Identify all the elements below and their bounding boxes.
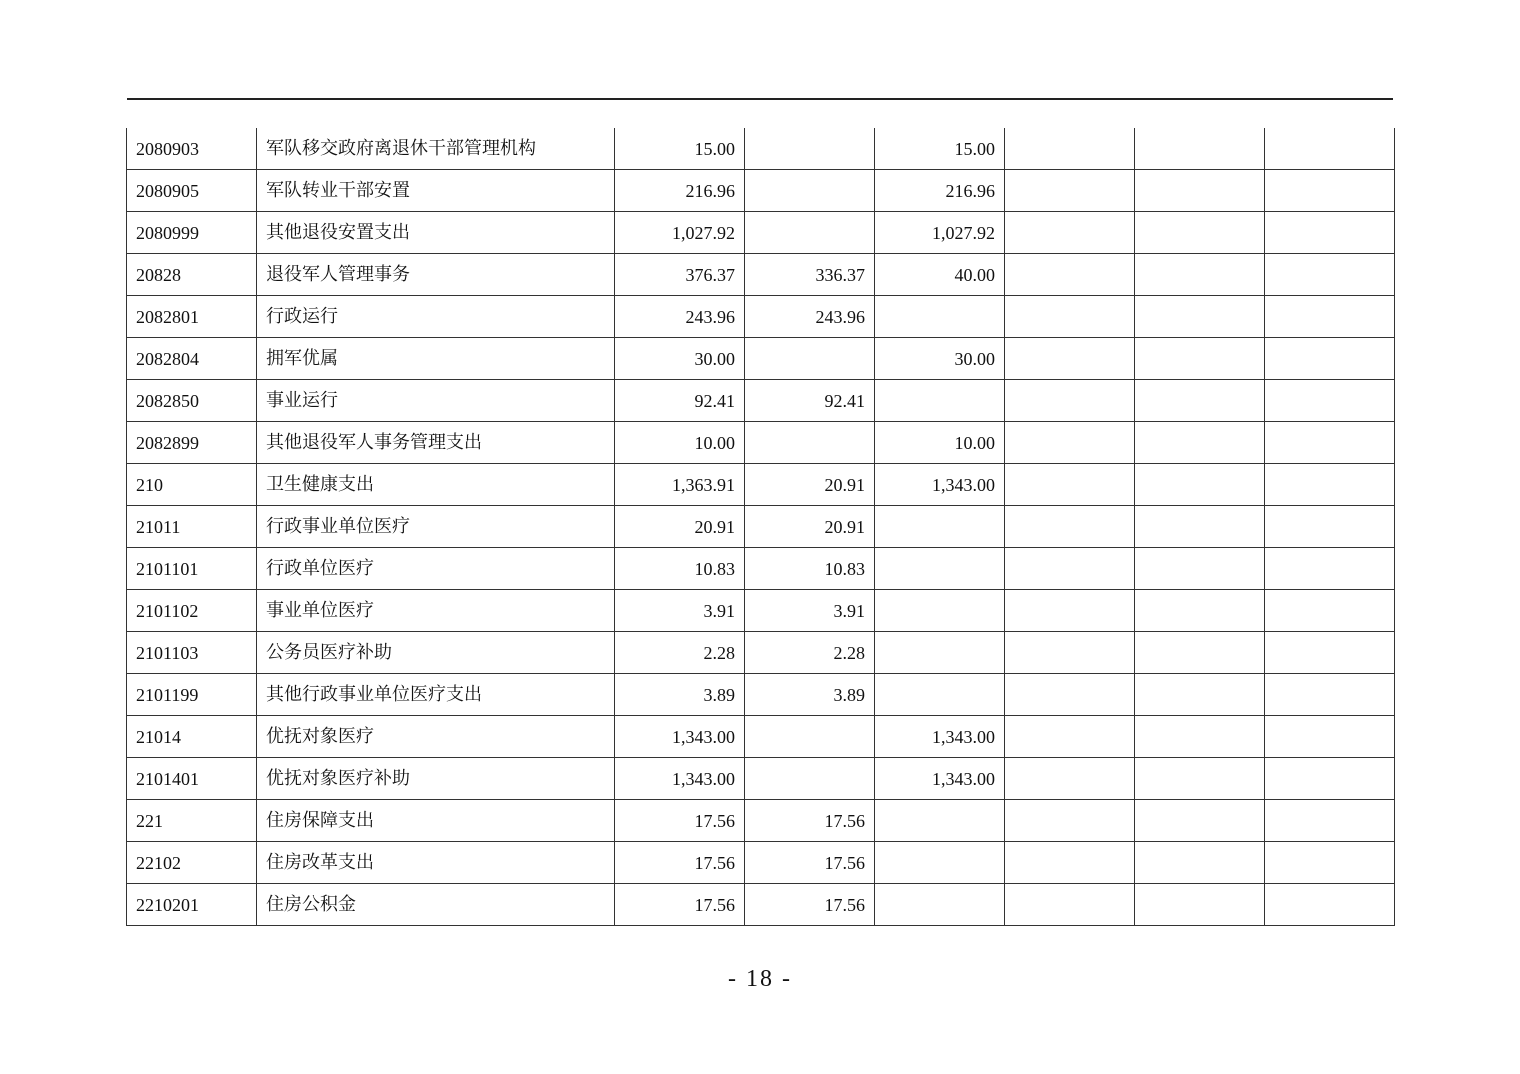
amount-cell-4 <box>1005 590 1135 632</box>
total-amount-cell: 1,343.00 <box>615 758 745 800</box>
amount-cell-4 <box>1005 254 1135 296</box>
amount-cell-4 <box>1005 548 1135 590</box>
budget-table <box>126 128 1395 926</box>
function-name-cell: 其他行政事业单位医疗支出 <box>257 674 615 716</box>
amount-cell-4 <box>1005 380 1135 422</box>
total-amount-cell: 17.56 <box>615 842 745 884</box>
basic-expenditure-cell <box>745 128 875 170</box>
table-row <box>127 212 1395 254</box>
basic-expenditure-cell: 2.28 <box>745 632 875 674</box>
function-code-cell: 2082801 <box>127 296 257 338</box>
table-row <box>127 170 1395 212</box>
amount-cell-4 <box>1005 212 1135 254</box>
amount-cell-5 <box>1135 632 1265 674</box>
function-code-cell: 21014 <box>127 716 257 758</box>
function-code-cell: 221 <box>127 800 257 842</box>
table-row <box>127 674 1395 716</box>
project-expenditure-cell <box>875 548 1005 590</box>
basic-expenditure-cell: 20.91 <box>745 506 875 548</box>
amount-cell-4 <box>1005 464 1135 506</box>
function-code-cell: 2101103 <box>127 632 257 674</box>
amount-cell-5 <box>1135 590 1265 632</box>
amount-cell-6 <box>1265 380 1395 422</box>
amount-cell-6 <box>1265 254 1395 296</box>
table-row <box>127 758 1395 800</box>
table-row <box>127 632 1395 674</box>
page-number: - 18 - <box>728 966 792 992</box>
total-amount-cell: 3.89 <box>615 674 745 716</box>
amount-cell-5 <box>1135 506 1265 548</box>
total-amount-cell: 10.83 <box>615 548 745 590</box>
amount-cell-5 <box>1135 674 1265 716</box>
total-amount-cell: 15.00 <box>615 128 745 170</box>
function-name-cell: 拥军优属 <box>257 338 615 380</box>
amount-cell-5 <box>1135 380 1265 422</box>
function-name-cell: 其他退役安置支出 <box>257 212 615 254</box>
table-row <box>127 884 1395 926</box>
total-amount-cell: 1,343.00 <box>615 716 745 758</box>
function-name-cell: 住房改革支出 <box>257 842 615 884</box>
project-expenditure-cell <box>875 590 1005 632</box>
function-code-cell: 2101102 <box>127 590 257 632</box>
table-row <box>127 128 1395 170</box>
table-row <box>127 254 1395 296</box>
function-name-cell: 优抚对象医疗 <box>257 716 615 758</box>
table-row <box>127 380 1395 422</box>
amount-cell-5 <box>1135 254 1265 296</box>
amount-cell-5 <box>1135 212 1265 254</box>
basic-expenditure-cell <box>745 338 875 380</box>
amount-cell-4 <box>1005 296 1135 338</box>
function-name-cell: 事业单位医疗 <box>257 590 615 632</box>
basic-expenditure-cell <box>745 716 875 758</box>
total-amount-cell: 30.00 <box>615 338 745 380</box>
function-name-cell: 其他退役军人事务管理支出 <box>257 422 615 464</box>
function-name-cell: 优抚对象医疗补助 <box>257 758 615 800</box>
function-code-cell: 2080999 <box>127 212 257 254</box>
amount-cell-6 <box>1265 716 1395 758</box>
total-amount-cell: 17.56 <box>615 884 745 926</box>
function-name-cell: 住房公积金 <box>257 884 615 926</box>
table-row <box>127 464 1395 506</box>
total-amount-cell: 10.00 <box>615 422 745 464</box>
amount-cell-5 <box>1135 758 1265 800</box>
table-body <box>127 128 1395 926</box>
amount-cell-4 <box>1005 506 1135 548</box>
amount-cell-6 <box>1265 884 1395 926</box>
amount-cell-4 <box>1005 338 1135 380</box>
project-expenditure-cell <box>875 884 1005 926</box>
total-amount-cell: 216.96 <box>615 170 745 212</box>
total-amount-cell: 1,027.92 <box>615 212 745 254</box>
project-expenditure-cell <box>875 506 1005 548</box>
project-expenditure-cell: 40.00 <box>875 254 1005 296</box>
total-amount-cell: 2.28 <box>615 632 745 674</box>
total-amount-cell: 3.91 <box>615 590 745 632</box>
function-name-cell: 行政事业单位医疗 <box>257 506 615 548</box>
function-code-cell: 210 <box>127 464 257 506</box>
function-code-cell: 21011 <box>127 506 257 548</box>
project-expenditure-cell: 15.00 <box>875 128 1005 170</box>
total-amount-cell: 92.41 <box>615 380 745 422</box>
amount-cell-6 <box>1265 842 1395 884</box>
amount-cell-4 <box>1005 716 1135 758</box>
amount-cell-6 <box>1265 296 1395 338</box>
amount-cell-5 <box>1135 716 1265 758</box>
function-code-cell: 2101199 <box>127 674 257 716</box>
amount-cell-6 <box>1265 758 1395 800</box>
function-code-cell: 20828 <box>127 254 257 296</box>
table-row <box>127 842 1395 884</box>
amount-cell-4 <box>1005 422 1135 464</box>
basic-expenditure-cell: 3.91 <box>745 590 875 632</box>
basic-expenditure-cell: 92.41 <box>745 380 875 422</box>
amount-cell-5 <box>1135 128 1265 170</box>
amount-cell-5 <box>1135 422 1265 464</box>
function-code-cell: 2101101 <box>127 548 257 590</box>
table-row <box>127 422 1395 464</box>
table-row <box>127 296 1395 338</box>
function-name-cell: 退役军人管理事务 <box>257 254 615 296</box>
amount-cell-4 <box>1005 842 1135 884</box>
amount-cell-5 <box>1135 338 1265 380</box>
project-expenditure-cell: 1,027.92 <box>875 212 1005 254</box>
function-name-cell: 行政运行 <box>257 296 615 338</box>
amount-cell-6 <box>1265 422 1395 464</box>
table-row <box>127 506 1395 548</box>
amount-cell-6 <box>1265 548 1395 590</box>
amount-cell-4 <box>1005 758 1135 800</box>
amount-cell-4 <box>1005 170 1135 212</box>
amount-cell-4 <box>1005 800 1135 842</box>
amount-cell-5 <box>1135 800 1265 842</box>
amount-cell-4 <box>1005 128 1135 170</box>
header-rule <box>127 98 1393 100</box>
function-name-cell: 住房保障支出 <box>257 800 615 842</box>
total-amount-cell: 17.56 <box>615 800 745 842</box>
project-expenditure-cell <box>875 296 1005 338</box>
function-name-cell: 行政单位医疗 <box>257 548 615 590</box>
table-row <box>127 716 1395 758</box>
basic-expenditure-cell: 10.83 <box>745 548 875 590</box>
function-name-cell: 公务员医疗补助 <box>257 632 615 674</box>
project-expenditure-cell: 216.96 <box>875 170 1005 212</box>
basic-expenditure-cell <box>745 170 875 212</box>
function-code-cell: 22102 <box>127 842 257 884</box>
total-amount-cell: 1,363.91 <box>615 464 745 506</box>
amount-cell-6 <box>1265 464 1395 506</box>
basic-expenditure-cell: 17.56 <box>745 842 875 884</box>
project-expenditure-cell <box>875 380 1005 422</box>
table-row <box>127 590 1395 632</box>
project-expenditure-cell <box>875 674 1005 716</box>
basic-expenditure-cell: 20.91 <box>745 464 875 506</box>
project-expenditure-cell <box>875 632 1005 674</box>
project-expenditure-cell: 1,343.00 <box>875 464 1005 506</box>
total-amount-cell: 243.96 <box>615 296 745 338</box>
function-name-cell: 事业运行 <box>257 380 615 422</box>
amount-cell-6 <box>1265 800 1395 842</box>
amount-cell-5 <box>1135 170 1265 212</box>
function-code-cell: 2080905 <box>127 170 257 212</box>
function-name-cell: 军队转业干部安置 <box>257 170 615 212</box>
project-expenditure-cell <box>875 842 1005 884</box>
project-expenditure-cell: 10.00 <box>875 422 1005 464</box>
total-amount-cell: 376.37 <box>615 254 745 296</box>
project-expenditure-cell: 1,343.00 <box>875 716 1005 758</box>
function-name-cell: 卫生健康支出 <box>257 464 615 506</box>
amount-cell-6 <box>1265 128 1395 170</box>
table-row <box>127 338 1395 380</box>
table-row <box>127 548 1395 590</box>
basic-expenditure-cell <box>745 422 875 464</box>
function-code-cell: 2210201 <box>127 884 257 926</box>
total-amount-cell: 20.91 <box>615 506 745 548</box>
function-code-cell: 2080903 <box>127 128 257 170</box>
function-code-cell: 2082850 <box>127 380 257 422</box>
basic-expenditure-cell: 243.96 <box>745 296 875 338</box>
function-name-cell: 军队移交政府离退休干部管理机构 <box>257 128 615 170</box>
amount-cell-6 <box>1265 338 1395 380</box>
basic-expenditure-cell: 17.56 <box>745 884 875 926</box>
amount-cell-4 <box>1005 884 1135 926</box>
amount-cell-6 <box>1265 590 1395 632</box>
basic-expenditure-cell <box>745 758 875 800</box>
amount-cell-6 <box>1265 506 1395 548</box>
amount-cell-4 <box>1005 674 1135 716</box>
basic-expenditure-cell: 336.37 <box>745 254 875 296</box>
amount-cell-5 <box>1135 464 1265 506</box>
amount-cell-6 <box>1265 632 1395 674</box>
amount-cell-5 <box>1135 296 1265 338</box>
amount-cell-5 <box>1135 884 1265 926</box>
basic-expenditure-cell: 3.89 <box>745 674 875 716</box>
project-expenditure-cell: 30.00 <box>875 338 1005 380</box>
amount-cell-5 <box>1135 548 1265 590</box>
table-row <box>127 800 1395 842</box>
amount-cell-6 <box>1265 170 1395 212</box>
amount-cell-6 <box>1265 212 1395 254</box>
function-code-cell: 2101401 <box>127 758 257 800</box>
basic-expenditure-cell <box>745 212 875 254</box>
project-expenditure-cell: 1,343.00 <box>875 758 1005 800</box>
amount-cell-4 <box>1005 632 1135 674</box>
amount-cell-6 <box>1265 674 1395 716</box>
project-expenditure-cell <box>875 800 1005 842</box>
amount-cell-5 <box>1135 842 1265 884</box>
function-code-cell: 2082899 <box>127 422 257 464</box>
function-code-cell: 2082804 <box>127 338 257 380</box>
basic-expenditure-cell: 17.56 <box>745 800 875 842</box>
